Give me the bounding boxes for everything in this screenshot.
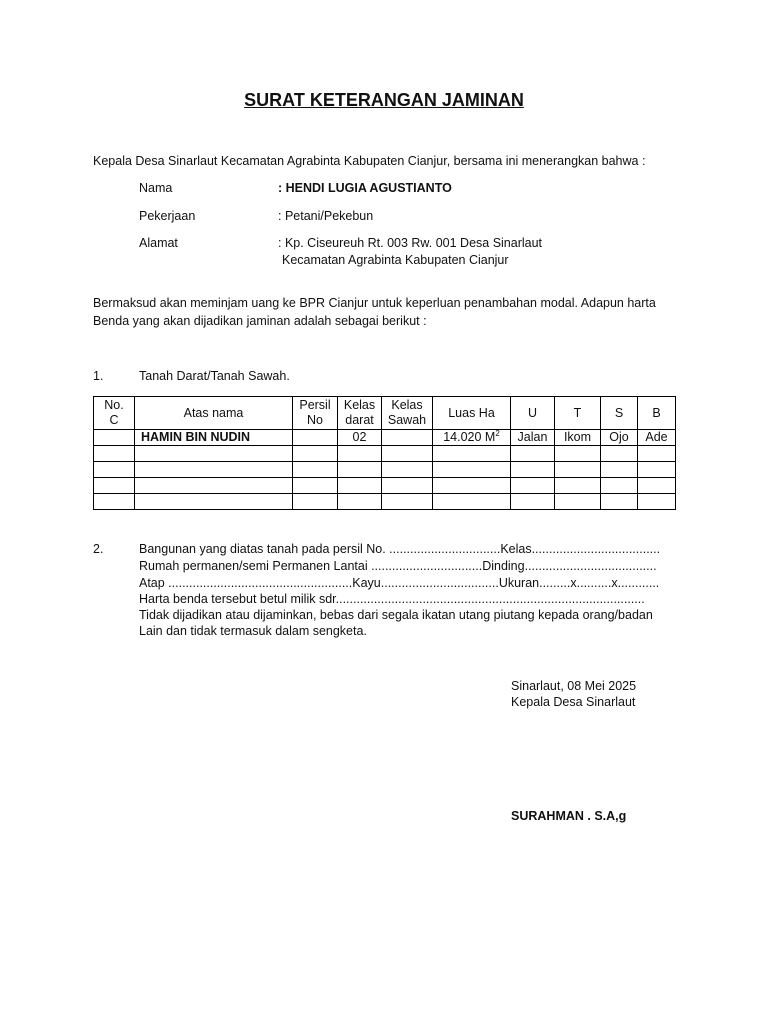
item-2-line-2: Rumah permanen/semi Permanen Lantai ................................Dinding...................................... xyxy=(139,559,657,573)
item-2-number: 2. xyxy=(93,542,104,556)
address-line-2: Kecamatan Agrabinta Kabupaten Cianjur xyxy=(282,253,509,267)
job-value: : Petani/Pekebun xyxy=(278,209,374,223)
table-row xyxy=(94,478,676,494)
header-kelas-darat: Kelas darat xyxy=(338,397,382,430)
cell-u: Jalan xyxy=(511,430,555,446)
header-luas: Luas Ha xyxy=(433,397,511,430)
table-row xyxy=(94,462,676,478)
cell-s: Ojo xyxy=(601,430,638,446)
signature-position: Kepala Desa Sinarlaut xyxy=(511,695,636,709)
table-row xyxy=(94,446,676,462)
cell-persil xyxy=(293,430,338,446)
cell-t: Ikom xyxy=(555,430,601,446)
table-row xyxy=(94,430,676,446)
job-label: Pekerjaan xyxy=(139,209,196,223)
item-2-line-6: Lain dan tidak termasuk dalam sengketa. xyxy=(139,624,367,638)
table-row xyxy=(94,494,676,510)
name-label: Nama xyxy=(139,181,173,195)
address-line-1: : Kp. Ciseureuh Rt. 003 Rw. 001 Desa Sinarlaut xyxy=(278,236,543,250)
purpose-line-1: Bermaksud akan meminjam uang ke BPR Cianjur untuk keperluan penambahan modal. Adapun harta xyxy=(93,296,656,310)
name-value: : HENDI LUGIA AGUSTIANTO xyxy=(278,181,452,195)
header-s: S xyxy=(601,397,638,430)
header-persil: Persil No xyxy=(293,397,338,430)
land-table xyxy=(93,396,676,510)
cell-b: Ade xyxy=(638,430,676,446)
cell-no-c xyxy=(94,430,135,446)
item-2-line-3: Atap .....................................................Kayu..................................Ukuran.........x..........x............ xyxy=(139,576,660,590)
signature-place-date: Sinarlaut, 08 Mei 2025 xyxy=(511,679,637,693)
document-title: SURAT KETERANGAN JAMINAN xyxy=(244,90,524,110)
item-1-label: Tanah Darat/Tanah Sawah. xyxy=(139,369,290,383)
cell-luas: 14.020 $M^2$ xyxy=(433,430,511,446)
header-u: U xyxy=(511,397,555,430)
item-2-line-5: Tidak dijadikan atau dijaminkan, bebas dari segala ikatan utang piutang kepada orang/badan xyxy=(139,608,653,622)
signature-name: SURAHMAN . S.A,g xyxy=(511,809,627,823)
item-2-line-4: Harta benda tersebut betul milik sdr......................................................................................... xyxy=(139,592,645,606)
cell-kelas-darat: 02 xyxy=(338,430,382,446)
cell-atas-nama: HAMIN BIN NUDIN xyxy=(135,430,293,446)
header-atas-nama: Atas nama xyxy=(135,397,293,430)
header-t: T xyxy=(555,397,601,430)
header-b: B xyxy=(638,397,676,430)
item-1-number: 1. xyxy=(93,369,104,383)
header-no-c: No. C xyxy=(94,397,135,430)
cell-kelas-sawah xyxy=(382,430,433,446)
table-header-row xyxy=(94,397,676,430)
address-label: Alamat xyxy=(139,236,178,250)
intro-text: Kepala Desa Sinarlaut Kecamatan Agrabinta Kabupaten Cianjur, bersama ini menerangkan bahwa : xyxy=(93,154,646,168)
purpose-line-2: Benda yang akan dijadikan jaminan adalah sebagai berikut : xyxy=(93,314,427,328)
item-2-line-1: Bangunan yang diatas tanah pada persil No. ................................Kelas..................................... xyxy=(139,542,661,556)
header-kelas-sawah: Kelas Sawah xyxy=(382,397,433,430)
